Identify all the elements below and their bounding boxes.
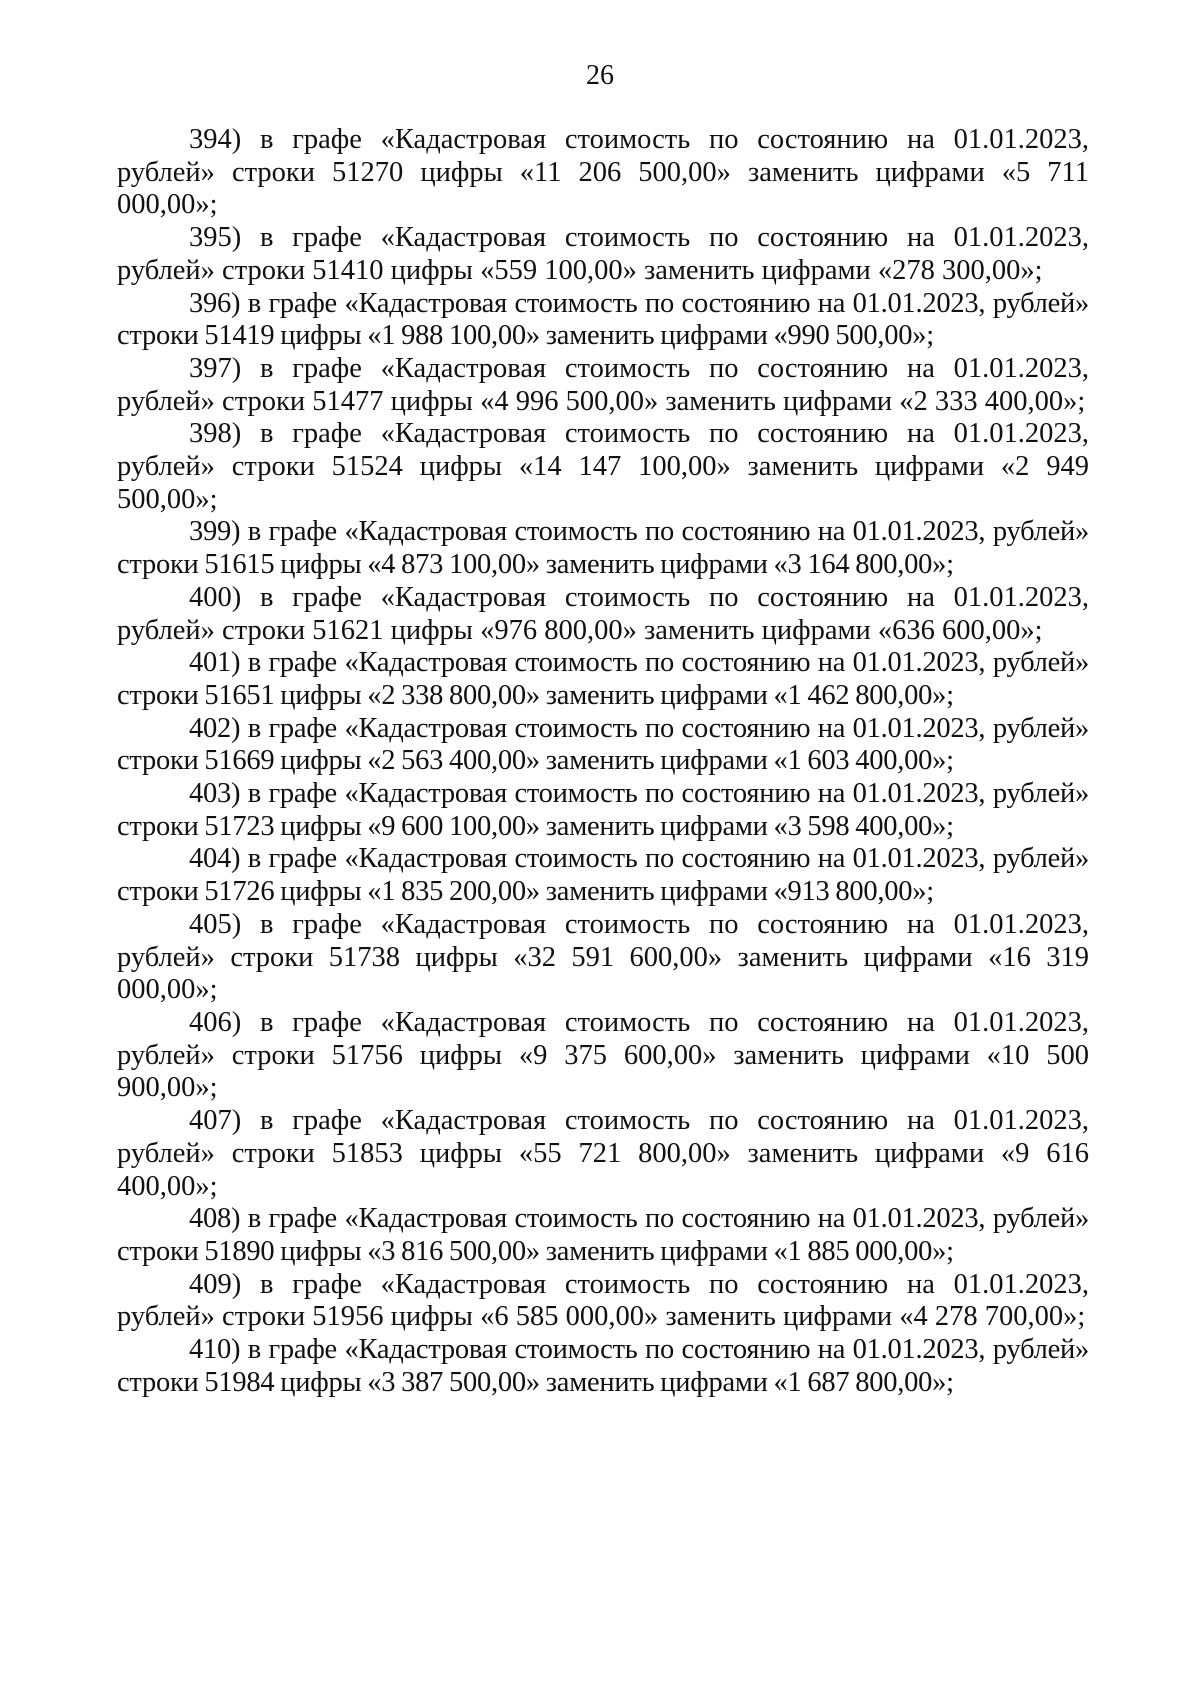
amendment-item: 396) в графе «Кадастровая стоимость по состоянию на 01.01.2023, рублей» строки 51419 цифры «1 988 100,00» заменить цифрами «990 500,00»; <box>117 287 1089 352</box>
page-number: 26 <box>586 60 614 91</box>
amendment-item: 403) в графе «Кадастровая стоимость по состоянию на 01.01.2023, рублей» строки 51723 цифры «9 600 100,00» заменить цифрами «3 598 400,00»; <box>117 778 1089 842</box>
amendment-item: 394) в графе «Кадастровая стоимость по состоянию на 01.01.2023, рублей» строки 51270 цифры «11 206 500,00» заменить цифрами «5 711 000,00»; <box>117 124 1089 221</box>
amendment-item: 406) в графе «Кадастровая стоимость по состоянию на 01.01.2023, рублей» строки 51756 цифры «9 375 600,00» заменить цифрами «10 500 900,00»; <box>117 1006 1089 1104</box>
amendment-item: 402) в графе «Кадастровая стоимость по состоянию на 01.01.2023, рублей» строки 51669 цифры «2 563 400,00» заменить цифрами «1 603 400,00»; <box>117 712 1089 777</box>
amendment-item: 409) в графе «Кадастровая стоимость по состоянию на 01.01.2023, рублей» строки 51956 цифры «6 585 000,00» заменить цифрами «4 278 700,00»; <box>117 1268 1089 1333</box>
amendment-item: 400) в графе «Кадастровая стоимость по состоянию на 01.01.2023, рублей» строки 51621 цифры «976 800,00» заменить цифрами «636 600,00»; <box>117 581 1089 646</box>
amendment-item: 407) в графе «Кадастровая стоимость по состоянию на 01.01.2023, рублей» строки 51853 цифры «55 721 800,00» заменить цифрами «9 616 400,00»; <box>117 1105 1089 1202</box>
amendment-item: 410) в графе «Кадастровая стоимость по состоянию на 01.01.2023, рублей» строки 51984 цифры «3 387 500,00» заменить цифрами «1 687 800,00»; <box>117 1334 1089 1398</box>
amendment-item: 401) в графе «Кадастровая стоимость по состоянию на 01.01.2023, рублей» строки 51651 цифры «2 338 800,00» заменить цифрами «1 462 800,00»; <box>117 647 1089 711</box>
amendment-item: 395) в графе «Кадастровая стоимость по состоянию на 01.01.2023, рублей» строки 51410 цифры «559 100,00» заменить цифрами «278 300,00»; <box>117 222 1089 286</box>
amendment-item: 405) в графе «Кадастровая стоимость по состоянию на 01.01.2023, рублей» строки 51738 цифры «32 591 600,00» заменить цифрами «16 319 000,00»; <box>117 908 1089 1006</box>
amendment-item: 397) в графе «Кадастровая стоимость по состоянию на 01.01.2023, рублей» строки 51477 цифры «4 996 500,00» заменить цифрами «2 333 400,00»; <box>117 352 1089 417</box>
amendment-item: 399) в графе «Кадастровая стоимость по состоянию на 01.01.2023, рублей» строки 51615 цифры «4 873 100,00» заменить цифрами «3 164 800,00»; <box>117 516 1089 581</box>
amendments-list <box>117 124 1089 1399</box>
amendment-item: 398) в графе «Кадастровая стоимость по состоянию на 01.01.2023, рублей» строки 51524 цифры «14 147 100,00» заменить цифрами «2 949 500,00»; <box>117 418 1089 515</box>
amendment-item: 408) в графе «Кадастровая стоимость по состоянию на 01.01.2023, рублей» строки 51890 цифры «3 816 500,00» заменить цифрами «1 885 000,00»; <box>117 1203 1089 1267</box>
amendment-item: 404) в графе «Кадастровая стоимость по состоянию на 01.01.2023, рублей» строки 51726 цифры «1 835 200,00» заменить цифрами «913 800,00»; <box>117 843 1089 908</box>
